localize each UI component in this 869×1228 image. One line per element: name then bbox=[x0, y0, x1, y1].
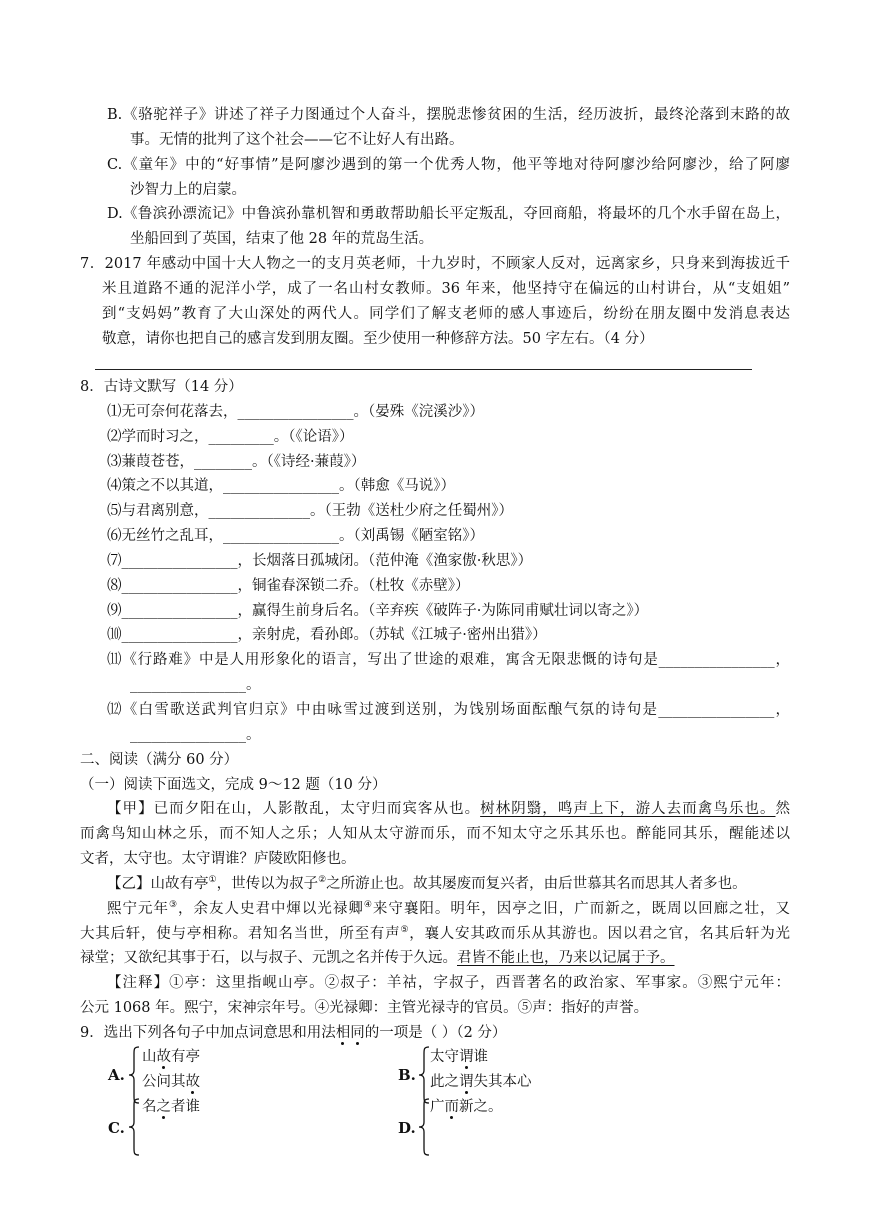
option-text: 太守 bbox=[430, 1049, 459, 1065]
poem-item-number: ⑸ bbox=[107, 503, 122, 520]
poem-item-7 bbox=[107, 549, 790, 574]
poem-item-text: 与君离别意，______________。（王勃《送杜少府之任蜀州》） bbox=[121, 503, 513, 520]
passage-jia-line-1 bbox=[107, 797, 790, 822]
poem-item-text: 蒹葭苍苍，________。（《诗经·蒹葭》） bbox=[121, 453, 366, 470]
option-d-label: D. bbox=[398, 1119, 416, 1137]
footnote-marker: ④ bbox=[363, 899, 373, 910]
question-7-line-1 bbox=[80, 252, 790, 277]
option-text: 失其本心 bbox=[473, 1074, 532, 1090]
choice-b-line-2: 事。无情的批判了这个社会——它不让好人有出路。 bbox=[130, 131, 464, 148]
option-text: 名 bbox=[142, 1099, 157, 1115]
notes-line-2: 公元 1068 年。熙宁，宋神宗年号。④光禄卿：主管光禄寺的官员。⑤声：指好的声誉。 bbox=[80, 1000, 649, 1017]
dotted-char: 谓 bbox=[459, 1074, 474, 1090]
option-b-line-2 bbox=[430, 1072, 532, 1092]
question-7-line-3: 到“支妈妈”教育了大山深处的两代人。同学们了解支老师的感人事迹后，纷纷在朋友圈中发消息表达 bbox=[102, 305, 790, 322]
passage-text: 禄堂；又欲纪其事于石，以与叔子、元凯之名并传于久远。 bbox=[80, 950, 457, 967]
passage-text: ，襄人安其政而乐从其游也。因以君之官，名其后轩为光 bbox=[409, 925, 790, 942]
answer-line bbox=[95, 369, 752, 370]
poem-item-number: ⑿ bbox=[107, 701, 123, 718]
poem-item-number: ⑵ bbox=[107, 428, 122, 445]
question-7-line-2: 米且道路不通的泥洋小学，成了一名山村女教师。36 年来，他坚持守在偏远的山村讲台，从“支姐姐” bbox=[102, 280, 790, 297]
passage-text: 【乙】山故有亭 bbox=[107, 875, 209, 892]
option-b-line-1 bbox=[430, 1047, 488, 1067]
option-d-line-1 bbox=[430, 1097, 503, 1117]
reading-section-title: 二、阅读（满分 60 分） bbox=[80, 751, 239, 768]
poem-item-text: 学而时习之，_________。（《论语》） bbox=[121, 428, 354, 445]
underlined-sentence: 君皆不能止也，乃来以记属于予。 bbox=[457, 950, 675, 967]
poem-item-number: ⑼ bbox=[107, 602, 122, 619]
passage-text: 熙宁元年 bbox=[107, 900, 169, 917]
poem-item-8 bbox=[107, 574, 790, 599]
poem-item-1 bbox=[107, 400, 790, 425]
poem-item-text: ________________，亲射虎，看孙郎。（苏轼《江城子·密州出猎》） bbox=[121, 627, 547, 644]
choice-c-text: 《童年》中的“好事情”是阿廖沙遇到的第一个优秀人物，他平等地对待阿廖沙给阿廖沙，给了阿廖 bbox=[122, 156, 790, 173]
choice-c-line-2: 沙智力上的启蒙。 bbox=[130, 181, 246, 198]
poem-item-text: 无丝竹之乱耳，________________。（刘禹锡《陋室铭》） bbox=[121, 528, 484, 545]
poem-item-number: ⑾ bbox=[107, 652, 123, 669]
choice-b-label: B. bbox=[107, 107, 123, 123]
option-c-line-1 bbox=[142, 1097, 200, 1117]
option-c-label: C. bbox=[108, 1119, 125, 1137]
poem-item-number: ⑴ bbox=[107, 403, 122, 420]
poem-item-number: ⑽ bbox=[107, 627, 122, 644]
option-d-brace bbox=[418, 1098, 430, 1156]
question-7-line-4: 敬意，请你也把自己的感言发到朋友圈。至少使用一种修辞方法。50 字左右。（4 分） bbox=[102, 330, 654, 347]
poem-item-9 bbox=[107, 599, 790, 624]
passage-text: ，世传以为叔子 bbox=[216, 875, 319, 892]
dotted-char: 同 bbox=[350, 1024, 365, 1041]
poem-item-11-line-2: ________________。 bbox=[130, 677, 261, 694]
poem-item-2 bbox=[107, 425, 790, 450]
poem-item-5 bbox=[107, 499, 790, 524]
footnote-marker: ③ bbox=[168, 899, 179, 910]
passage-text: ，余友人史君中煇以光禄卿 bbox=[178, 900, 364, 917]
choice-d-label: D. bbox=[107, 206, 123, 223]
question-7-number: 7． bbox=[80, 256, 105, 273]
option-b-brace bbox=[418, 1046, 430, 1104]
reading-subsection-title: （一）阅读下面选文，完成 9～12 题（10 分） bbox=[80, 776, 387, 793]
option-text: 山 bbox=[142, 1049, 157, 1065]
choice-d-line-2: 坐船回到了英国，结束了他 28 年的荒岛生活。 bbox=[130, 231, 434, 248]
footnote-marker: ② bbox=[318, 874, 327, 885]
passage-jia-line-3: 文者，太守也。太守谓谁？庐陵欧阳修也。 bbox=[80, 851, 356, 868]
upper-block bbox=[0, 103, 869, 351]
poem-item-number: ⑺ bbox=[107, 552, 122, 569]
underlined-sentence: 树林阴翳，鸣声上下，游人去而禽鸟乐也。 bbox=[480, 801, 776, 818]
notes-line-1: 【注释】①亭：这里指岘山亭。②叔子：羊祜，字叔子，西晋著名的政治家、军事家。③熙宁元年： bbox=[107, 975, 790, 992]
dotted-char: 相 bbox=[335, 1024, 351, 1041]
poem-item-6 bbox=[107, 524, 790, 549]
passage-text: 大其后轩，使与亭相称。君知名当世，所至有声 bbox=[80, 925, 401, 942]
option-text: 公问其 bbox=[142, 1074, 186, 1090]
option-text: 有亭 bbox=[171, 1049, 200, 1065]
poem-item-text: 《行路难》中是人用形象化的语言，写出了世途的艰难，寓含无限悲慨的诗句是________________， bbox=[122, 652, 791, 669]
passage-text: 然 bbox=[775, 801, 791, 818]
question-9-text: 9．选出下列各句子中加点词意思和用法 bbox=[80, 1024, 336, 1041]
poem-item-10 bbox=[107, 623, 790, 648]
question-9-text: 的一项是（ ）（2 分） bbox=[364, 1024, 507, 1041]
footnote-marker: ① bbox=[208, 874, 217, 885]
passage-text: 来守襄阳。明年，因亭之旧，广而新之，既周以回廊之壮，又 bbox=[372, 900, 791, 917]
passage-yi-line-2 bbox=[107, 897, 790, 922]
choice-b-text: 《骆驼祥子》讲述了祥子力图通过个人奋斗，摆脱悲惨贫困的生活，经历波折，最终沦落到末路的故 bbox=[122, 107, 790, 123]
passage-jia-line-2: 而禽鸟知山林之乐，而不知人之乐；人知从太守游而乐，而不知太守之乐其乐也。醉能同其乐，醒能述以 bbox=[80, 826, 790, 843]
poem-item-text: ________________，铜雀春深锁二乔。（杜牧《赤壁》） bbox=[121, 577, 470, 594]
option-text: 广 bbox=[430, 1099, 445, 1115]
passage-text: 之所游止也。故其屡废而复兴者，由后世慕其名而思其人者多也。 bbox=[326, 875, 747, 892]
poem-item-number: ⑶ bbox=[107, 453, 122, 470]
option-a-line-1 bbox=[142, 1047, 200, 1067]
poem-item-number: ⑷ bbox=[107, 478, 122, 495]
option-text: 者谁 bbox=[171, 1099, 200, 1115]
choice-d-line-1 bbox=[107, 202, 790, 227]
passage-yi-line-4 bbox=[80, 946, 790, 971]
question-9-stem bbox=[80, 1021, 790, 1046]
option-a-line-2 bbox=[142, 1072, 200, 1092]
poem-item-12-line-1 bbox=[107, 698, 790, 723]
poem-item-text: ________________，长烟落日孤城闭。（范仲淹《渔家傲·秋思》） bbox=[121, 552, 533, 569]
passage-text: 【甲】已而夕阳在山，人影散乱，太守归而宾客从也。 bbox=[107, 801, 481, 818]
option-b-label: B. bbox=[398, 1066, 416, 1084]
poem-item-text: 策之不以其道，________________。（韩愈《马说》） bbox=[121, 478, 455, 495]
passage-yi-line-1 bbox=[107, 872, 790, 897]
question-8-title: 8．古诗文默写（14 分） bbox=[80, 379, 243, 395]
poem-item-4 bbox=[107, 474, 790, 499]
option-text: 谁 bbox=[473, 1049, 488, 1065]
poem-item-3 bbox=[107, 450, 790, 475]
dotted-char: 而 bbox=[444, 1099, 459, 1115]
option-text: 新之。 bbox=[459, 1099, 503, 1115]
option-a-label: A. bbox=[108, 1066, 125, 1084]
dotted-char: 故 bbox=[156, 1049, 171, 1065]
dotted-char: 故 bbox=[185, 1074, 200, 1090]
dotted-char: 谓 bbox=[459, 1049, 474, 1065]
choice-d-text: 《鲁滨孙漂流记》中鲁滨孙靠机智和勇敢帮助船长平定叛乱，夺回商船，将最坏的几个水手留在岛上， bbox=[122, 206, 790, 223]
option-text: 此之 bbox=[430, 1074, 459, 1090]
passage-yi-line-3 bbox=[80, 922, 790, 947]
poem-item-text: 无可奈何花落去，________________。（晏殊《浣溪沙》） bbox=[121, 403, 484, 420]
choice-c-line-1 bbox=[107, 153, 790, 178]
poem-item-12-line-2: ________________。 bbox=[130, 726, 261, 743]
poem-item-number: ⑹ bbox=[107, 528, 122, 545]
poem-item-number: ⑻ bbox=[107, 577, 122, 594]
option-a-brace bbox=[128, 1046, 140, 1104]
footnote-marker: ⑤ bbox=[400, 924, 410, 935]
dotted-char: 之 bbox=[156, 1099, 171, 1115]
choice-c-label: C. bbox=[107, 156, 123, 173]
poem-item-11-line-1 bbox=[107, 648, 790, 673]
question-7-text: 2017 年感动中国十大人物之一的支月英老师，十九岁时，不顾家人反对，远离家乡，只身来到海拔近千 bbox=[104, 256, 790, 273]
poem-item-text: ________________，赢得生前身后名。（辛弃疾《破阵子·为陈同甫赋壮词以寄之》） bbox=[121, 602, 649, 619]
poem-item-text: 《白雪歌送武判官归京》中由咏雪过渡到送别，为饯别场面酝酿气氛的诗句是________________， bbox=[122, 701, 790, 718]
choice-b-line-1 bbox=[107, 103, 790, 128]
lower-block bbox=[0, 375, 869, 1046]
option-c-brace bbox=[128, 1098, 140, 1156]
